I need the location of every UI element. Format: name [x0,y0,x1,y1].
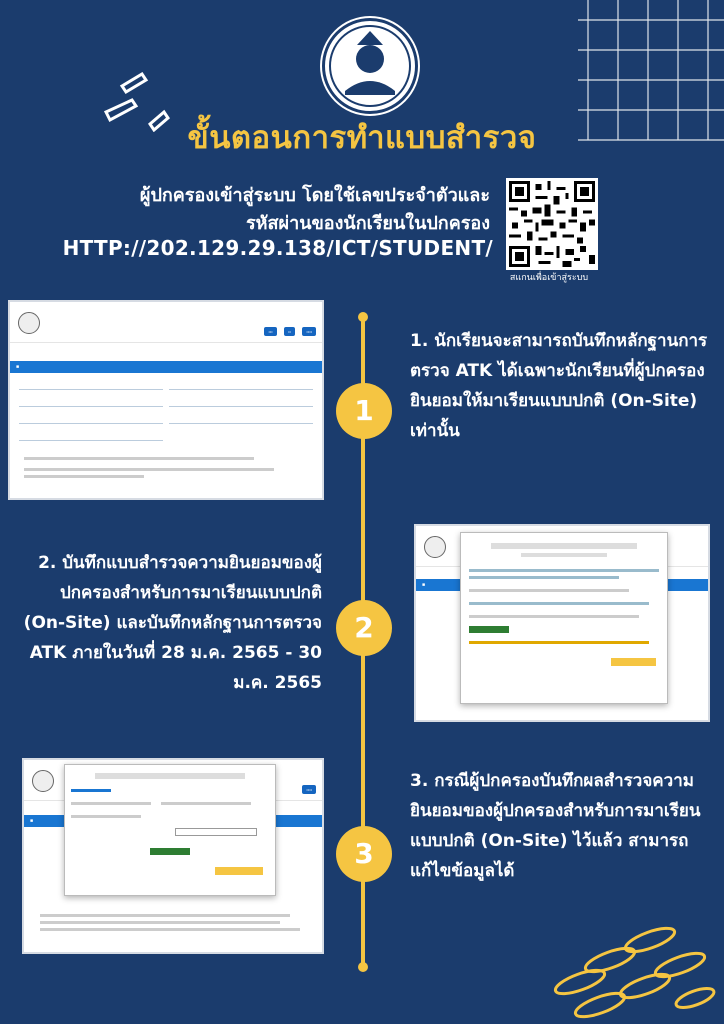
screenshot-step-3 [22,758,324,954]
mini-button-group [299,778,316,796]
mini-header [10,302,322,343]
mini-menu-item [19,432,163,441]
mini-menu-item [169,381,313,390]
mini-logo [18,312,40,334]
intro-line-2: รหัสผ่านของนักเรียนในปกครอง [246,213,490,234]
school-seal-logo [322,18,418,114]
step-1-badge: 1 [336,383,392,439]
step-2-text: 2. บันทึกแบบสำรวจความยินยอมของผู้ปกครองสำหรับการมาเรียนแบบปกติ (On-Site) และบันทึกหลักฐานการตรวจ ATK ภายในวันที่ 28 ม.ค. 2565 - 30 ม.ค. 2565 [23,553,322,693]
mini-notes [40,910,300,935]
mini-menu-item [169,398,313,407]
timeline-end-dot [358,962,368,972]
mini-note-line [24,457,254,460]
mini-menu-grid [10,373,322,449]
mini-note-line [40,921,280,924]
step-3-badge: 3 [336,826,392,882]
screenshot-step-1 [8,300,324,500]
mini-menu-item [169,415,313,424]
mini-modal-title [95,773,245,779]
qr-code [506,178,598,270]
timeline-start-dot [358,312,368,322]
mini-button: •••• [302,327,316,336]
mini-line [161,802,251,805]
mini-line [469,602,649,605]
mini-line [469,576,619,579]
mini-button: ••• [264,327,276,336]
oval-decoration [540,920,720,1020]
mini-note-line [40,928,300,931]
mini-ok-button [611,658,656,666]
mini-button: •• [284,327,295,336]
mini-modal-subtitle [521,553,607,557]
mini-note-line [24,468,274,471]
mini-line [71,815,141,818]
mini-title-bar: ■ [416,579,708,591]
screenshot-step-2 [414,524,710,722]
mini-button-group [261,320,316,338]
mini-ok-button [215,867,263,875]
mini-green-button [469,626,509,633]
mini-logo [32,770,54,792]
mini-form-row [71,802,269,805]
mini-menu-item [19,415,163,424]
mini-button: •••• [302,785,316,794]
mini-consent-modal [460,532,668,704]
mini-save-button [150,848,190,855]
mini-line [71,802,151,805]
mini-line [71,789,111,792]
mini-line [469,615,639,618]
step-2-badge: 2 [336,600,392,656]
mini-note-line [24,475,144,478]
mini-line [469,569,659,572]
mini-atk-modal [64,764,276,896]
mini-modal-title [491,543,637,549]
mini-menu-item [19,398,163,407]
login-url[interactable]: HTTP://202.129.29.138/ICT/STUDENT/ [62,236,493,260]
mini-menu-item [19,381,163,390]
mini-title-bar: ■ [10,361,322,373]
mini-title-bar: ■ [24,815,322,827]
mini-note-line [40,914,290,917]
mini-logo [424,536,446,558]
page-title: ขั้นตอนการทำแบบสำรวจ [187,120,537,156]
qr-caption: สแกนเพื่อเข้าสู่ระบบ [509,273,589,283]
intro-line-1: ผู้ปกครองเข้าสู่ระบบ โดยใช้เลขประจำตัวและ [139,185,490,206]
step-3-text: 3. กรณีผู้ปกครองบันทึกผลสำรวจความยินยอมของผู้ปกครองสำหรับการมาเรียนแบบปกติ (On-Site) ไว้แล้ว สามารถแก้ไขข้อมูลได้ [410,771,701,881]
mini-line [469,589,629,592]
mini-warning-line [469,641,649,644]
mini-file-input [175,828,257,836]
step-1-text: 1. นักเรียนจะสามารถบันทึกหลักฐานการตรวจ ATK ได้เฉพาะนักเรียนที่ผู้ปกครองยินยอมให้มาเรียนแบบปกติ (On-Site) เท่านั้น [410,331,708,441]
